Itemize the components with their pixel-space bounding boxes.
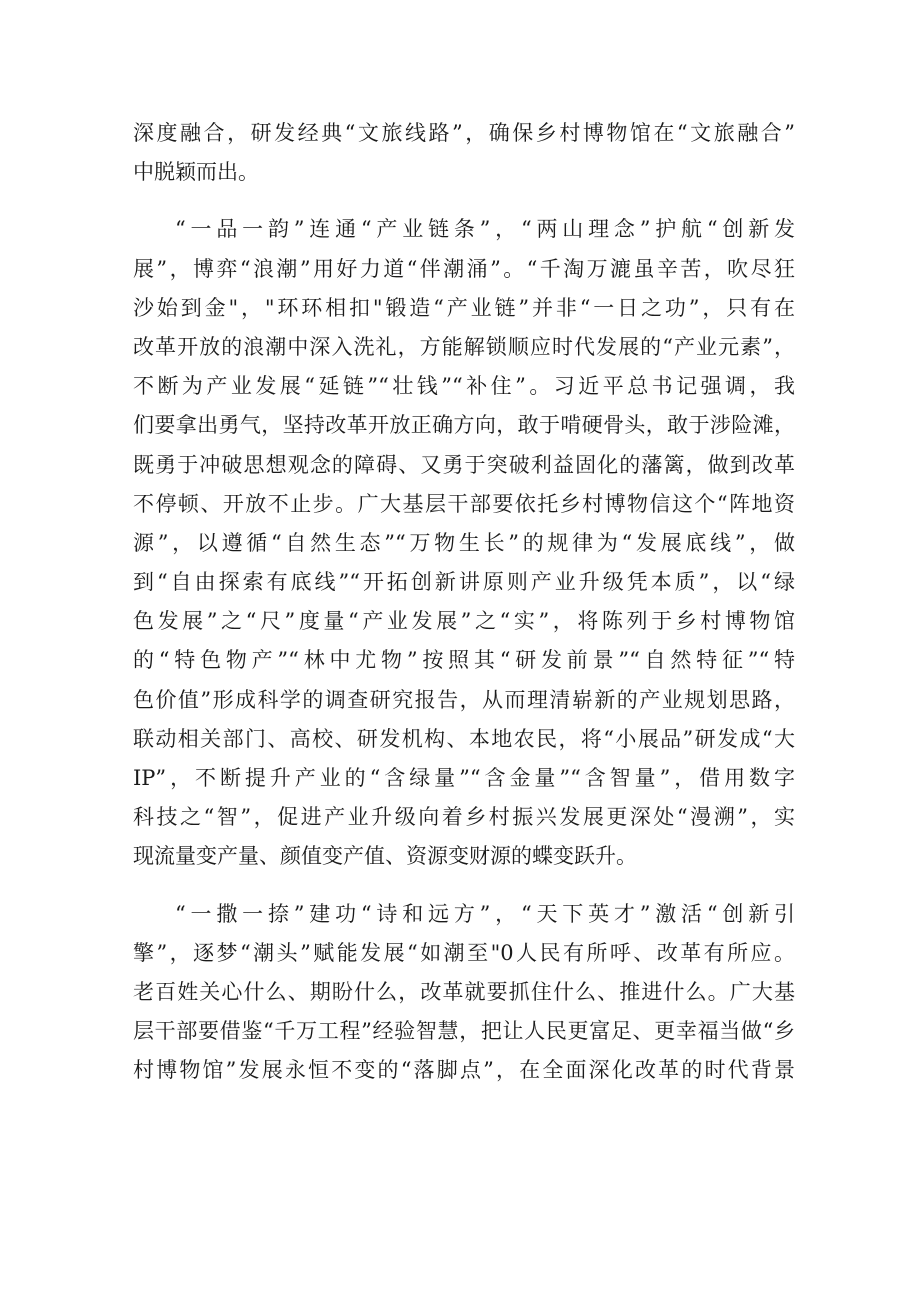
text-line: “一撒一捺”建功“诗和远方”，“天下英才”激活“创新引 — [175, 901, 795, 926]
paragraph-2 — [133, 210, 795, 876]
text-line: 不停顿、开放不止步。广大基层干部要依托乡村博物信这个“阵地资 — [133, 491, 795, 516]
text-line: 不断为产业发展“延链”“壮钱”“补住”。习近平总书记强调，我 — [133, 374, 795, 399]
text-line: 到“自由探索有底线”“开拓创新讲原则产业升级凭本质”，以“绿 — [133, 570, 795, 595]
text-line: 老百姓关心什么、期盼什么，改革就要抓住什么、推进什么。广大基 — [133, 979, 795, 1004]
text-line: 色价值”形成科学的调查研究报告，从而理清崭新的产业规划思路， — [133, 687, 795, 712]
text-line: 的“特色物产”“林中尤物”按照其“研发前景”“自然特征”“特 — [133, 648, 795, 673]
text-line: 改革开放的浪潮中深入洗礼，方能解锁顺应时代发展的“产业元素”， — [133, 334, 795, 359]
text-line: 展”，博弈“浪潮”用好力道“伴潮涌”。“千淘万漉虽辛苦，吹尽狂 — [133, 256, 795, 281]
text-line: 源”，以遵循“自然生态”“万物生长”的规律为“发展底线”，做 — [133, 530, 795, 555]
text-line: 深度融合，研发经典“文旅线路”，确保乡村博物馆在“文旅融合” — [133, 121, 795, 145]
text-line: 科技之“智”，促进产业升级向着乡村振兴发展更深处“漫溯”，实 — [133, 805, 795, 830]
document-body — [133, 114, 795, 1091]
text-line: “一品一韵”连通“产业链条”，“两山理念”护航“创新发 — [175, 217, 795, 242]
text-line: 中脱颖而出。 — [133, 160, 259, 185]
text-line: 擎”，逐梦“潮头”赋能发展“如潮至"0人民有所呼、改革有所应。 — [133, 940, 795, 965]
paragraph-3 — [133, 895, 795, 1091]
text-line: 们要拿出勇气，坚持改革开放正确方向，敢于啃硬骨头，敢于涉险滩， — [133, 413, 795, 438]
text-line: 现流量变产量、颜值变产值、资源变财源的蝶变跃升。 — [133, 844, 637, 869]
text-line: 联动相关部门、高校、研发机构、本地农民，将“小展品”研发成“大 — [133, 726, 795, 751]
text-line: IP”，不断提升产业的“含绿量”“含金量”“含智量”，借用数字 — [133, 766, 795, 790]
text-line: 村博物馆”发展永恒不变的“落脚点”，在全面深化改革的时代背景 — [133, 1058, 795, 1083]
text-line: 沙始到金"，"环环相扣"锻造“产业链”并非“一日之功”，只有在 — [133, 295, 795, 320]
text-line: 层干部要借鉴“千万工程”经验智慧，把让人民更富足、更幸福当做“乡 — [133, 1019, 795, 1044]
text-line: 色发展”之“尺”度量“产业发展”之“实”，将陈列于乡村博物馆 — [133, 609, 795, 634]
paragraph-1 — [133, 114, 795, 192]
text-line: 既勇于冲破思想观念的障碍、又勇于突破利益固化的藩篱，做到改革 — [133, 452, 795, 477]
